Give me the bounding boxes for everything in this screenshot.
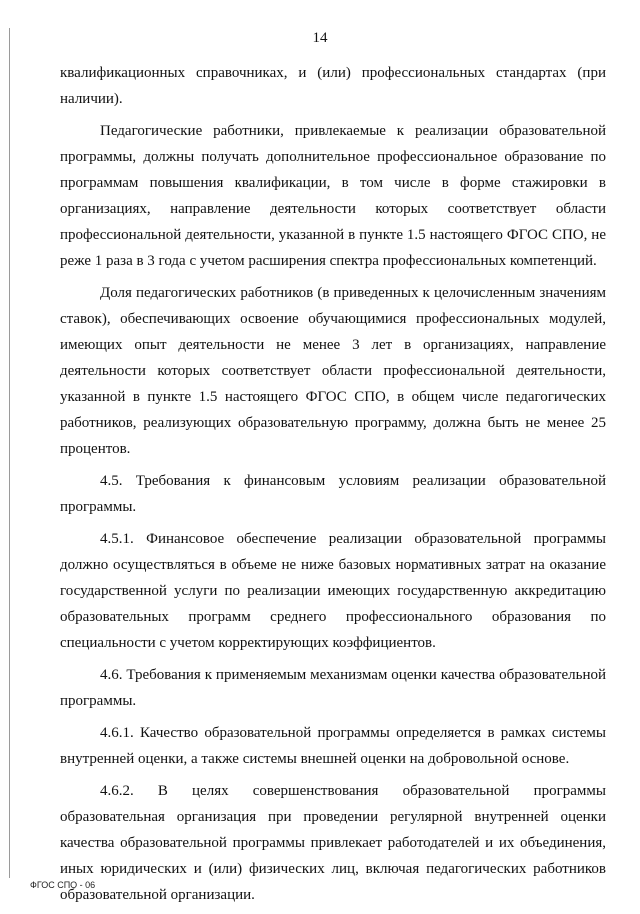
paragraph-4-6-1: 4.6.1. Качество образовательной программы определяется в рамках системы внутренней оценки, а также системы внешней оценки на добровольной основе.	[60, 725, 606, 767]
document-body	[60, 60, 606, 914]
page-number: 14	[312, 30, 328, 46]
footer-code: ФГОС СПО - 06	[30, 880, 96, 890]
paragraph-4-6-2: 4.6.2. В целях совершенствования образовательной программы образовательная организация при проведении регулярной внутренней оценки качества образовательной программы привлекает работодателей и их объединения, иных юридических и (или) физических лиц, включая педагогических работников образовательной организации.	[60, 783, 606, 903]
section-4-5-heading: 4.5. Требования к финансовым условиям реализации образовательной программы.	[60, 473, 606, 515]
section-4-6-heading: 4.6. Требования к применяемым механизмам оценки качества образовательной программы.	[60, 667, 606, 709]
paragraph-qualification-tail: квалификационных справочниках, и (или) профессиональных стандартах (при наличии).	[60, 65, 606, 107]
scan-edge-line	[9, 28, 10, 878]
paragraph-4-5-1: 4.5.1. Финансовое обеспечение реализации образовательной программы должно осуществляться в объеме не ниже базовых нормативных затрат на оказание государственной услуги по реализации имеющих государственную аккредитацию образовательных программ среднего профессионального образования по специальности с учетом корректирующих коэффициентов.	[60, 531, 606, 651]
paragraph-teacher-training: Педагогические работники, привлекаемые к реализации образовательной программы, должны получать дополнительное профессиональное образование по программам повышения квалификации, в том числе в форме стажировки в организациях, направление деятельности которых соответствует области профессиональной деятельности, указанной в пункте 1.5 настоящего ФГОС СПО, не реже 1 раза в 3 года с учетом расширения спектра профессиональных компетенций.	[60, 123, 606, 269]
paragraph-teacher-share: Доля педагогических работников (в приведенных к целочисленным значениям ставок), обеспечивающих освоение обучающимися профессиональных модулей, имеющих опыт деятельности не менее 3 лет в организациях, направление деятельности которых соответствует области профессиональной деятельности, указанной в пункте 1.5 настоящего ФГОС СПО, в общем числе педагогических работников, реализующих образовательную программу, должна быть не менее 25 процентов.	[60, 285, 606, 457]
